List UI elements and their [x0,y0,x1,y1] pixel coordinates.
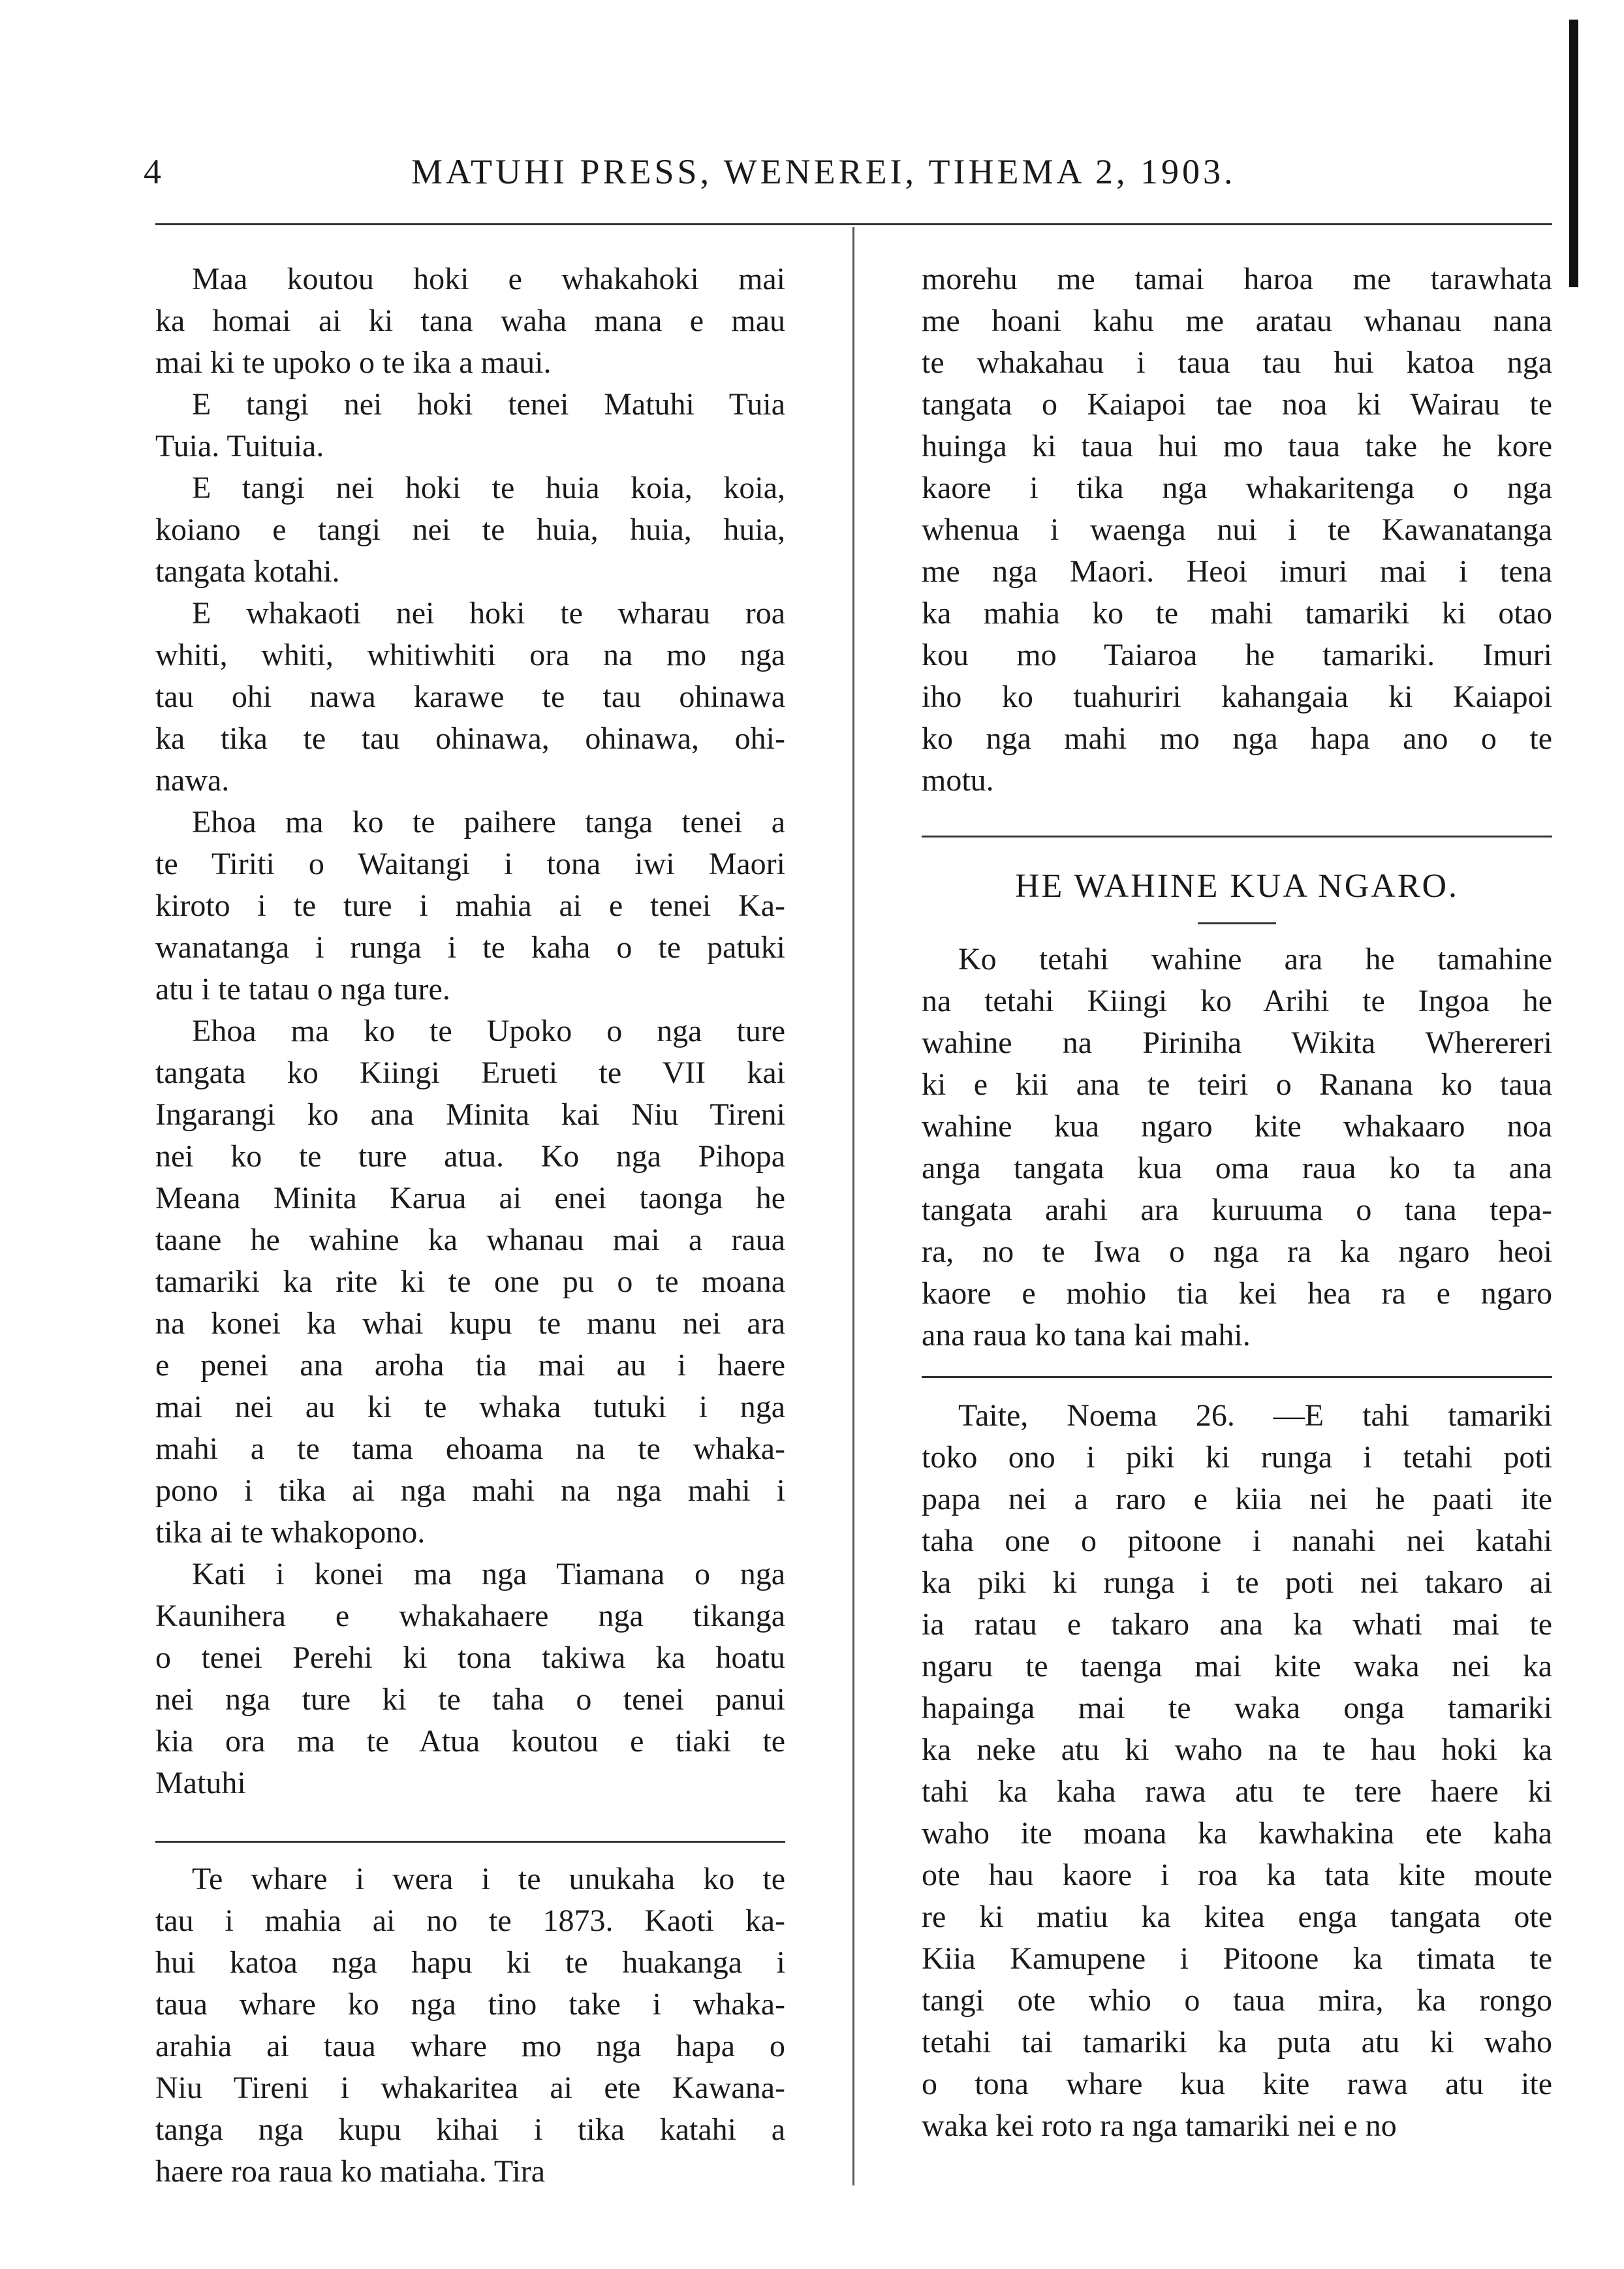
text-line: me nga Maori. Heoi imuri mai i tena [922,554,1552,589]
paragraph [155,802,785,1010]
paragraph [922,1395,1552,2147]
text-line: iho ko tuahuriri kahangaia ki Kaiapoi [922,680,1552,714]
text-line: ka mahia ko te mahi tamariki ki otao [922,596,1552,631]
text-line: atu i te tatau o nga ture. [155,972,450,1007]
text-line: Ehoa ma ko te paihere tanga tenei a [192,805,785,839]
text-line: E whakaoti nei hoki te wharau roa [192,596,785,631]
text-line: Taite, Noema 26. —E tahi tamariki [958,1398,1552,1433]
paragraph [155,384,785,467]
text-line: mai ki te upoko o te ika a maui. [155,345,552,380]
text-line: tangata kotahi. [155,554,340,589]
article-taite-news [922,1395,1552,2147]
text-line: motu. [922,763,994,798]
article-headline: HE WAHINE KUA NGARO. [1014,868,1460,905]
text-line: tau i mahia ai no te 1873. Kaoti ka- [155,1903,785,1938]
text-line: ka tika te tau ohinawa, ohinawa, ohi- [155,721,785,756]
text-line: Tuia. Tuituia. [155,429,324,463]
text-line: na tetahi Kiingi ko Arihi te Ingoa he [922,984,1552,1018]
paragraph [922,258,1552,802]
text-line: E tangi nei hoki te huia koia, koia, [192,471,785,505]
text-line: kia ora ma te Atua koutou e tiaki te [155,1724,785,1759]
text-line: taane he wahine ka whanau mai a raua [155,1223,785,1257]
text-line: o tenei Perehi ki tona takiwa ka hoatu [155,1640,785,1675]
text-line: me hoani kahu me aratau whanau nana [922,304,1552,338]
text-line: morehu me tamai haroa me tarawhata [922,262,1552,296]
text-line: ka homai ai ki tana waha mana e mau [155,304,785,338]
paragraph [155,258,785,384]
running-head: MATUHI PRESS, WENEREI, TIHEMA 2, 1903. [411,152,1236,191]
text-line: ra, no te Iwa o nga ra ka ngaro heoi [922,1234,1552,1269]
text-line: arahia ai taua whare mo nga hapa o [155,2029,785,2063]
text-line: huinga ki taua hui mo taua take he kore [922,429,1552,463]
text-line: wahine na Piriniha Wikita Wherereri [922,1025,1552,1060]
text-line: Te whare i wera i te unukaha ko te [192,1862,785,1896]
text-line: ka neke atu ki waho na te hau hoki ka [922,1732,1552,1767]
text-line: tahi ka kaha rawa atu te tere haere ki [922,1774,1552,1809]
text-line: Maa koutou hoki e whakahoki mai [192,262,785,296]
text-line: pono i tika ai nga mahi na nga mahi i [155,1473,785,1508]
text-line: Ingarangi ko ana Minita kai Niu Tireni [155,1097,785,1132]
paragraph [155,1554,785,1804]
text-line: na konei ka whai kupu te manu nei ara [155,1306,785,1341]
left-column [155,258,785,2193]
text-line: tangata ko Kiingi Erueti te VII kai [155,1056,785,1090]
text-line: waka kei roto ra nga tamariki nei e no [922,2108,1397,2143]
page-edge-bar [1569,20,1578,287]
text-line: o tona whare kua kite rawa atu ite [922,2067,1552,2101]
text-line: ia ratau e takaro ana ka whati mai te [922,1607,1552,1642]
text-line: te Tiriti o Waitangi i tona iwi Maori [155,847,785,881]
text-line: haere roa raua ko matiaha. Tira [155,2154,546,2189]
text-line: kiroto i te ture i mahia ai e tenei Ka- [155,888,785,923]
text-line: tangi ote whio o taua mira, ka rongo [922,1983,1552,2018]
text-line: nei nga ture ki te taha o tenei panui [155,1682,785,1717]
text-line: mai nei au ki te whaka tutuki i nga [155,1390,785,1424]
text-line: tika ai te whakopono. [155,1515,426,1550]
text-line: ana raua ko tana kai mahi. [922,1318,1251,1353]
text-line: tangata arahi ara kuruuma o tana tepa- [922,1193,1552,1227]
text-line: wahine kua ngaro kite whakaaro noa [922,1109,1552,1144]
column-divider [852,227,854,2185]
right-column [922,258,1552,2147]
text-line: nawa. [155,763,230,798]
text-line: papa nei a raro e kiia nei he paati ite [922,1482,1552,1516]
text-line: te whakahau i taua tau hui katoa nga [922,345,1552,380]
text-line: Kaunihera e whakahaere nga tikanga [155,1599,785,1633]
article-wahine-kua-ngaro [922,939,1552,1356]
text-line: whenua i waenga nui i te Kawanatanga [922,512,1552,547]
paragraph [155,1010,785,1554]
text-line: taua whare ko nga tino take i whaka- [155,1987,785,2022]
text-line: Niu Tireni i whakaritea ai ete Kawana- [155,2071,785,2105]
text-line: wanatanga i runga i te kaha o te patuki [155,930,785,965]
text-line: ka piki ki runga i te poti nei takaro ai [922,1565,1552,1600]
text-line: anga tangata kua oma raua ko ta ana [922,1151,1552,1185]
text-line: taha one o pitoone i nanahi nei katahi [922,1524,1552,1558]
text-line: Kiia Kamupene i Pitoone ka timata te [922,1941,1552,1976]
text-line: Matuhi [155,1766,246,1800]
paragraph [155,593,785,802]
header-rule [155,223,1552,225]
paragraph [155,467,785,593]
text-line: ngaru te taenga mai kite waka nei ka [922,1649,1552,1683]
text-line: Ehoa ma ko te Upoko o nga ture [192,1014,785,1048]
text-line: waho ite moana ka kawhakina ete kaha [922,1816,1552,1851]
paragraph [922,939,1552,1356]
text-line: tau ohi nawa karawe te tau ohinawa [155,680,785,714]
text-line: tanga nga kupu kihai i tika katahi a [155,2112,785,2147]
text-line: tetahi tai tamariki ka puta atu ki waho [922,2025,1552,2059]
page-number: 4 [144,152,163,191]
continued-article [922,258,1552,802]
text-line: nei ko te ture atua. Ko nga Pihopa [155,1139,785,1174]
text-line: ki e kii ana te teiri o Ranana ko taua [922,1067,1552,1102]
text-line: ote hau kaore i roa ka tata kite moute [922,1858,1552,1892]
text-line: tangata o Kaiapoi tae noa ki Wairau te [922,387,1552,422]
text-line: kaore e mohio tia kei hea ra e ngaro [922,1276,1552,1311]
article-whare-i-wera [155,1858,785,2193]
text-line: Kati i konei ma nga Tiamana o nga [192,1557,785,1591]
paragraph [155,1858,785,2193]
text-line: re ki matiu ka kitea enga tangata ote [922,1900,1552,1934]
text-line: E tangi nei hoki tenei Matuhi Tuia [192,387,785,422]
text-line: koiano e tangi nei te huia, huia, huia, [155,512,785,547]
text-line: kaore i tika nga whakaritenga o nga [922,471,1552,505]
text-line: Ko tetahi wahine ara he tamahine [958,942,1552,977]
text-line: tamariki ka rite ki te one pu o te moana [155,1264,785,1299]
text-line: e penei ana aroha tia mai au i haere [155,1348,785,1383]
text-line: ko nga mahi mo nga hapa ano o te [922,721,1552,756]
text-line: toko ono i piki ki runga i tetahi poti [922,1440,1552,1475]
left-paragraphs [155,258,785,1804]
text-line: hapainga mai te waka onga tamariki [922,1691,1552,1725]
text-line: Meana Minita Karua ai enei taonga he [155,1181,785,1215]
text-line: hui katoa nga hapu ki te huakanga i [155,1945,785,1980]
text-line: whiti, whiti, whitiwhiti ora na mo nga [155,638,785,672]
text-line: kou mo Taiaroa he tamariki. Imuri [922,638,1552,672]
text-line: mahi a te tama ehoama na te whaka- [155,1432,785,1466]
